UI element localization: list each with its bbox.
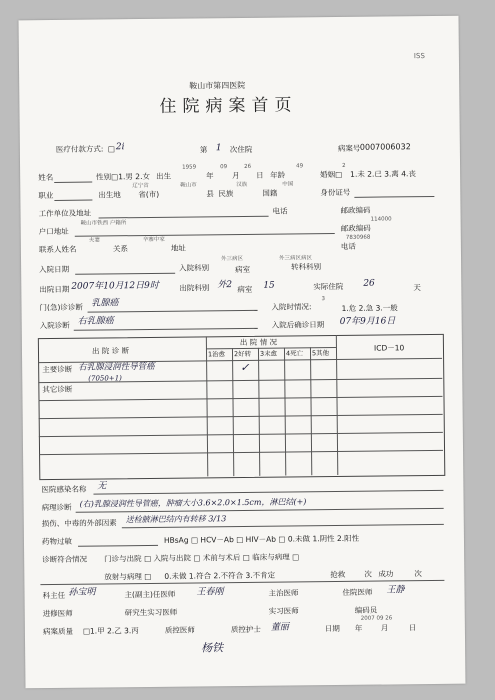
birth-label: 出生 [156,171,172,181]
rescue-unit: 次 [364,569,372,579]
chief-signature: 王春刚 [196,587,224,598]
discharge-label: 出院日期 [39,284,70,295]
payment-hand: 2i [115,142,125,153]
age-label: 年龄 [270,170,286,180]
clinic-label: 门(急)诊诊断 [39,302,83,313]
status-options: 1.危 2.急 3.一般 [341,303,398,313]
admit-diagnosis: 右乳腺癌 [77,316,114,327]
radio-options: 0.未做 1.符合 2.不符合 3.不肯定 [164,570,276,581]
address-value: 辛寨中家 [142,236,165,244]
relation-value: 夫妻 [88,237,100,244]
country-label: 国籍 [262,188,278,198]
confirm-date: 07年9月16日 [339,316,396,327]
hukou-label: 户口地址 [38,226,69,237]
col-status: 出 院 情 况 [239,337,278,348]
visit-prefix: 第 [199,145,208,155]
status-value: 3 [321,296,325,303]
name-label: 姓名 [38,172,54,183]
contact-phone: 7830968 [345,234,371,241]
date-label: 日期 [324,623,340,634]
intern2-label: 研究生实习医师 [124,607,178,618]
qc-nurse-label: 质控护士 [230,624,261,635]
case-number: 0007006032 [359,142,411,152]
ward-label: 病室 [235,264,251,275]
nation-value: 汉族 [236,181,248,189]
country-value: 中国 [282,181,294,188]
date-month-unit: 月 [380,623,389,633]
clinic-diagnosis: 乳腺癌 [91,298,119,309]
radio-label: 放射与病理 □ [104,571,152,582]
resident-signature: 王静 [386,585,405,596]
attending-label: 主治医师 [268,588,299,598]
discharge-dept: 外2 [217,280,233,291]
work-label: 工作单位及地址 [38,208,92,219]
admit-dept-label: 入院科别 [179,263,210,273]
corner-stamp: ISS [413,52,425,61]
day-unit: 日 [256,170,264,180]
director-signature: 孙宝明 [68,587,96,598]
match-label: 诊断符合情况 [42,554,88,565]
status-death: 4死亡 [285,349,304,358]
page-title: 住院病案首页 [159,95,298,117]
sex-label: 性别□1.男 2.女 [96,171,151,182]
status-cured: 1治愈 [207,350,226,359]
match-items: 门诊与出院 □ 入院与出院 □ 术前与术后 □ 临床与病理 □ [104,552,300,564]
qc-doctor-label: 质控医师 [164,625,195,635]
intern3-label: 实习医师 [268,606,299,616]
id-label: 身份证号 [320,187,351,198]
birth-year: 1959 [182,164,197,171]
status-label: 入院时情况: [271,302,312,312]
bottom-signature: 杨铁 [201,641,224,655]
pathology-diagnosis: (右)乳腺浸润性导管癌，肿瘤大小3.6×2.0×1.5cm，淋巴结(+) [79,497,307,509]
coder-date: 2007 09 26 [360,615,393,622]
success-unit: 次 [414,569,422,579]
chief-label: 主(副主)任医师 [124,589,176,600]
pathology-label: 病理诊断 [41,502,72,513]
address-label: 地址 [170,243,186,253]
infection-value: 无 [97,481,107,492]
age-value: 49 [296,163,304,170]
intern1-label: 进修医师 [42,608,73,619]
year-unit: 年 [206,171,214,181]
quality-options: □1.甲 2.乙 3.丙 [82,626,139,636]
other-diag-label: 其它诊断 [42,384,73,395]
stay-days: 26 [363,278,375,289]
hukou-value: 鞍山市铁西 户籍所 [80,220,127,227]
ward2-label: 病室 [237,284,253,295]
work-postcode-label: 邮政编码 [340,205,371,215]
main-diag-code: (7050+1) [88,374,122,383]
resident-label: 住院医师 [342,587,373,597]
lab-tests: HBsAg □ HCV－Ab □ HIV－Ab □ 0.未做 1.阴性 2.阳性 [163,533,360,545]
contact-label: 联系人姓名 [38,244,77,255]
marriage-options: 1.未 2.已 3.离 4.丧 [350,169,416,179]
marriage-value: 2 [342,162,346,169]
date-year-unit: 年 [354,623,363,633]
improved-check: ✓ [240,360,250,375]
status-improved: 2好转 [233,349,252,359]
medical-record-sheet [19,16,466,689]
province-hint: 辽宁省 [132,182,149,190]
marriage-label: 婚姻□ [320,169,343,180]
director-label: 科主任 [42,590,66,601]
visit-number: 1 [215,143,222,154]
infection-label: 医院感染名称 [41,484,87,495]
stay-label: 实际住院 [313,281,344,292]
admit-diag-label: 入院诊断 [39,320,70,331]
confirm-label: 入院后确诊日期 [271,320,325,330]
stay-unit: 天 [413,283,421,293]
status-unhealed: 3未愈 [259,349,278,358]
status-other: 5其他 [311,349,330,358]
province-unit: 省(市) [138,189,160,200]
qc-nurse-signature: 董丽 [270,622,289,633]
hukou-postcode-label: 邮政编码 [340,223,371,233]
hospital-name: 鞍山市第四医院 [189,80,246,91]
birth-month: 09 [220,164,228,171]
admit-label: 入院日期 [39,264,70,275]
payment-box: □ [107,144,116,154]
transfer-label: 转科科别 [291,262,322,272]
admit-dept: 外三病区 [220,255,244,263]
col-icd: ICD－10 [373,343,405,353]
work-phone-label: 电话 [272,206,288,216]
col-diagnosis: 出 院 诊 断 [91,346,130,356]
county-unit: 县 [206,189,214,199]
case-label: 病案号 [337,143,361,153]
ward2-value: 15 [263,280,275,291]
quality-label: 病案质量 [42,626,73,637]
main-diagnosis: 右乳腺浸润性导管癌 [78,361,155,373]
city-hint: 鞍山市 [180,182,197,189]
discharge-date: 2007年10月12日9时 [71,280,159,292]
injury-label: 损伤、中毒的外部因素 [41,518,117,529]
allergy-label: 药物过敏 [41,536,73,547]
relation-label: 关系 [112,244,128,254]
success-label: 成功 [378,569,394,579]
contact-phone-label: 电话 [340,241,356,251]
visit-suffix: 次住院 [229,144,253,155]
hukou-postcode: 114000 [370,216,392,223]
transfer-dept: 外三病区病区 [278,255,313,262]
main-diag-label: 主要诊断 [42,364,73,375]
rescue-label: 抢救 [330,569,346,580]
payment-label: 医疗付款方式: [55,144,104,154]
birthplace-label: 出生地 [98,190,121,200]
month-unit: 月 [232,171,240,181]
nation-label: 民族 [218,189,234,199]
injury-value: 送检腋淋巴结内有转移 3/13 [125,514,227,525]
job-label: 职业 [38,190,54,201]
birth-day: 26 [244,163,252,170]
coder-label: 编码员 [354,605,378,615]
date-day-unit: 日 [408,623,417,633]
discharge-dept-label: 出院科别 [179,283,210,293]
